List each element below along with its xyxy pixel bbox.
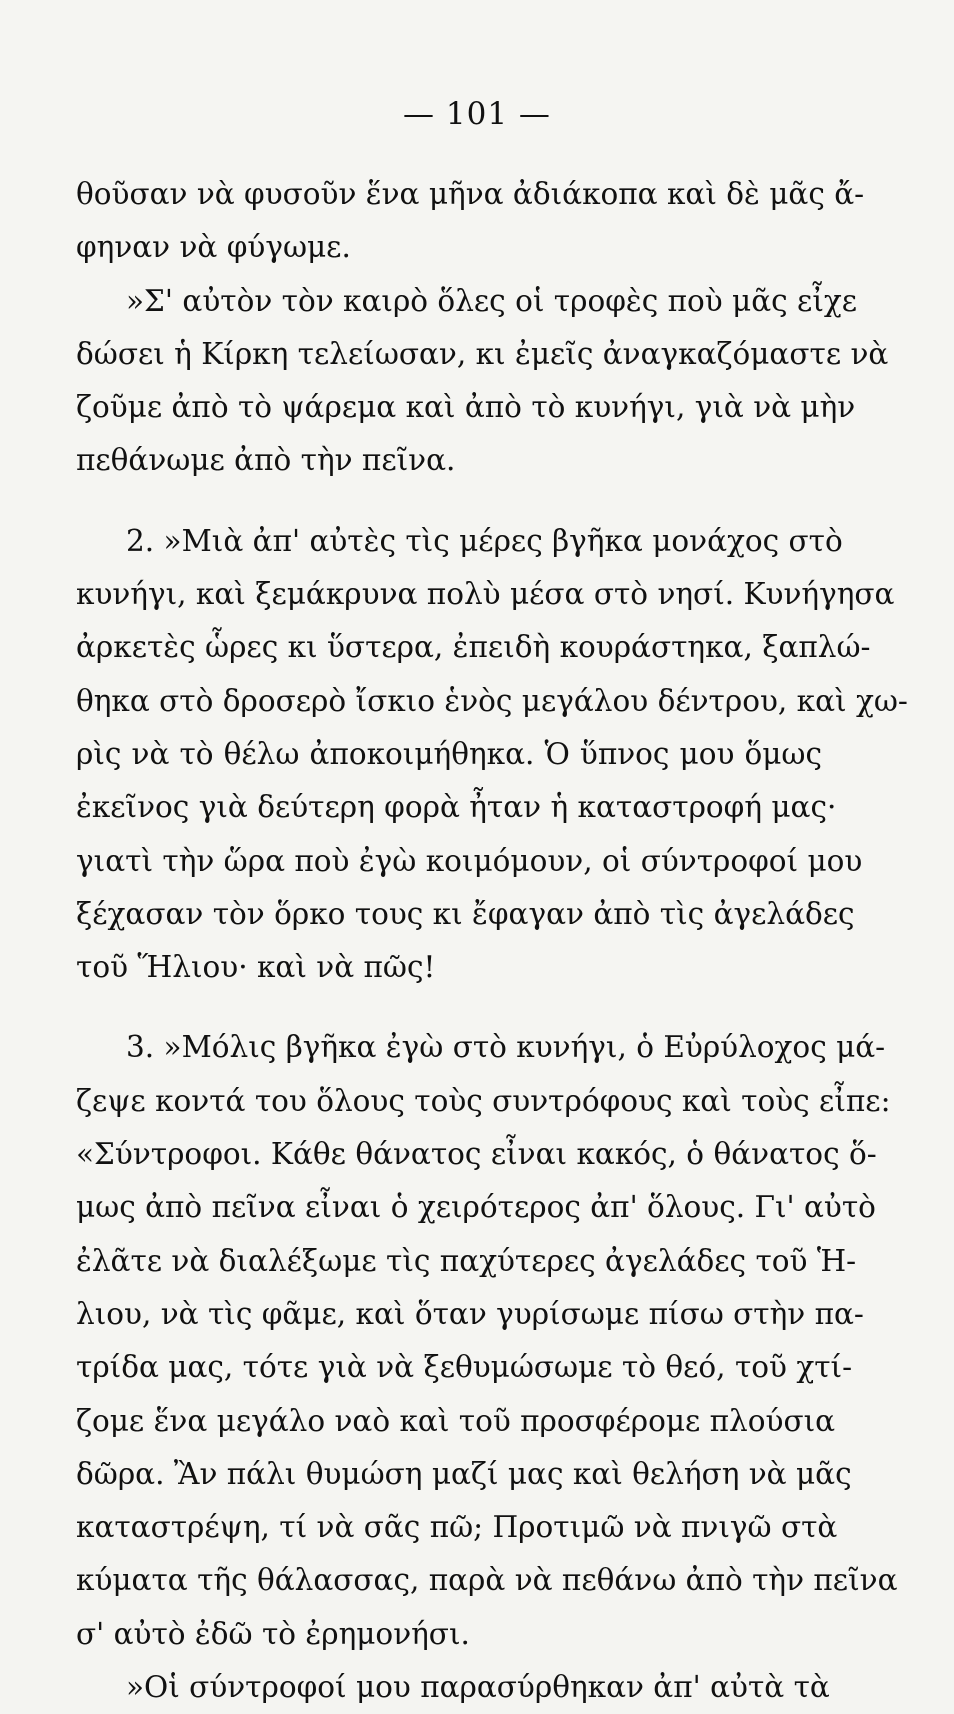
text-line: 2. »Μιὰ ἀπ' αὐτὲς τὶς μέρες βγῆκα μονάχος στὸ [126,523,843,558]
paragraph [76,1661,830,1714]
text-line: »Οἱ σύντροφοί μου παρασύρθηκαν ἀπ' αὐτὰ τὰ [126,1670,830,1705]
text-line: 3. »Μόλις βγῆκα ἐγὼ στὸ κυνήγι, ὁ Εὐρύλοχος μά- [126,1030,886,1065]
paragraph [76,168,865,275]
text-line: γιατὶ τὴν ὥρα ποὺ ἐγὼ κοιμόμουν, οἱ σύντροφοί μου [76,843,863,878]
text-line: δώσει ἡ Κίρκη τελείωσαν, κι ἐμεῖς ἀναγκαζόμαστε νὰ [76,336,889,371]
paragraph-gap [76,488,822,515]
paragraph [76,275,889,488]
paragraph [76,515,908,995]
text-line: καταστρέψη, τί νὰ σᾶς πῶ; Προτιμῶ νὰ πνιγῶ στὰ [76,1510,838,1545]
text-line: μως ἀπὸ πεῖνα εἶναι ὁ χειρότερος ἀπ' ὅλους. Γι' αὐτὸ [76,1190,876,1225]
text-line: λιου, νὰ τὶς φᾶμε, καὶ ὅταν γυρίσωμε πίσω στὴν πα- [76,1296,864,1331]
body-text [76,168,908,1714]
text-line: ἀρκετὲς ὧρες κι ὕστερα, ἐπειδὴ κουράστηκα, ξαπλώ- [76,630,871,665]
paragraph [76,1021,898,1661]
text-line: ἐλᾶτε νὰ διαλέξωμε τὶς παχύτερες ἀγελάδες τοῦ Ἡ- [76,1243,857,1278]
text-line: σ' αὐτὸ ἐδῶ τὸ ἐρημονήσι. [76,1616,470,1651]
text-line: ζοῦμε ἀπὸ τὸ ψάρεμα καὶ ἀπὸ τὸ κυνήγι, γιὰ νὰ μὴν [76,390,856,425]
text-line: «Σύντροφοι. Κάθε θάνατος εἶναι κακός, ὁ θάνατος ὅ- [76,1137,877,1172]
page-number: — 101 — [403,96,551,132]
text-line: ζεψε κοντά του ὅλους τοὺς συντρόφους καὶ τοὺς εἶπε: [76,1083,891,1118]
text-line: φηναν νὰ φύγωμε. [76,230,351,265]
text-line: τρίδα μας, τότε γιὰ νὰ ξεθυμώσωμε τὸ θεό, τοῦ χτί- [76,1350,853,1385]
text-line: κυνήγι, καὶ ξεμάκρυνα πολὺ μέσα στὸ νησί. Κυνήγησα [76,577,895,612]
text-line: ἐκεῖνος γιὰ δεύτερη φορὰ ἦταν ἡ καταστροφή μας· [76,790,837,825]
text-line: θοῦσαν νὰ φυσοῦν ἕνα μῆνα ἀδιάκοπα καὶ δὲ μᾶς ἄ- [76,177,865,211]
text-line: κύματα τῆς θάλασσας, παρὰ νὰ πεθάνω ἀπὸ τὴν πεῖνα [76,1563,898,1598]
text-line: τοῦ Ἥλιου· καὶ νὰ πῶς! [76,950,436,985]
text-line: δῶρα. Ἂν πάλι θυμώση μαζί μας καὶ θελήση νὰ μᾶς [76,1456,852,1491]
text-line: ξέχασαν τὸν ὅρκο τους κι ἔφαγαν ἀπὸ τὶς ἀγελάδες [76,896,855,931]
paragraph-gap [76,994,822,1021]
text-line: πεθάνωμε ἀπὸ τὴν πεῖνα. [76,443,456,478]
text-line: ρὶς νὰ τὸ θέλω ἀποκοιμήθηκα. Ὁ ὕπνος μου ὅμως [76,736,822,771]
text-line: ζομε ἕνα μεγάλο ναὸ καὶ τοῦ προσφέρομε πλούσια [76,1403,836,1438]
text-line: »Σ' αὐτὸν τὸν καιρὸ ὅλες οἱ τροφὲς ποὺ μᾶς εἶχε [126,283,858,318]
text-line: θηκα στὸ δροσερὸ ἴσκιο ἑνὸς μεγάλου δέντρου, καὶ χω- [76,683,908,718]
